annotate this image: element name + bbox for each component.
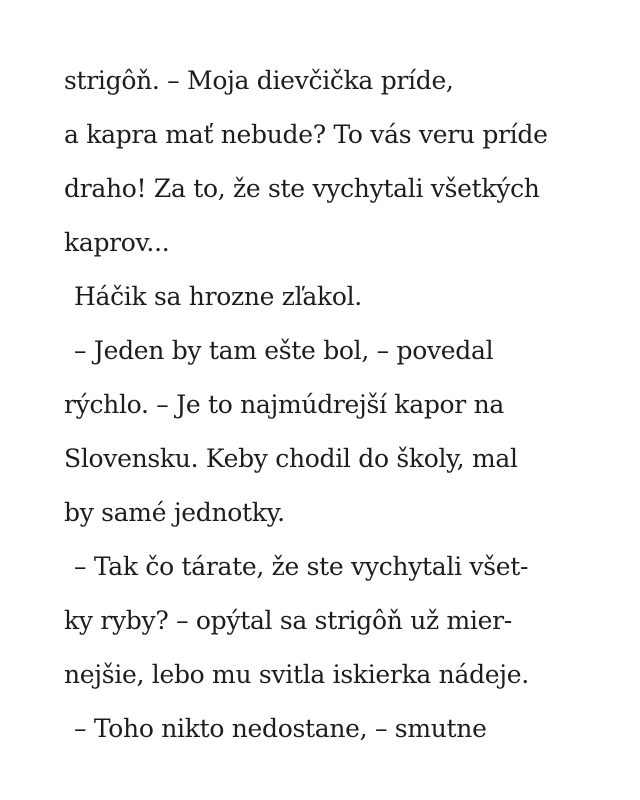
page-text — [64, 54, 604, 756]
text-line: Slovensku. Keby chodil do školy, mal — [64, 444, 518, 473]
text-line: kaprov... — [64, 228, 170, 257]
text-line: ky ryby? – opýtal sa strigôň už mier- — [64, 606, 512, 635]
text-line: a kapra mať nebude? To vás veru príde — [64, 120, 548, 149]
text-line: – Toho nikto nedostane, – smutne — [74, 714, 487, 743]
text-line: by samé jednotky. — [64, 498, 285, 527]
text-line: strigôň. – Moja dievčička príde, — [64, 66, 454, 95]
text-line: Háčik sa hrozne zľakol. — [74, 282, 362, 311]
text-line: – Tak čo tárate, že ste vychytali všet- — [74, 552, 529, 581]
text-line: nejšie, lebo mu svitla iskierka nádeje. — [64, 660, 529, 689]
text-line: draho! Za to, že ste vychytali všetkých — [64, 174, 540, 203]
text-line: – Jeden by tam ešte bol, – povedal — [74, 336, 494, 365]
text-line: rýchlo. – Je to najmúdrejší kapor na — [64, 390, 504, 419]
